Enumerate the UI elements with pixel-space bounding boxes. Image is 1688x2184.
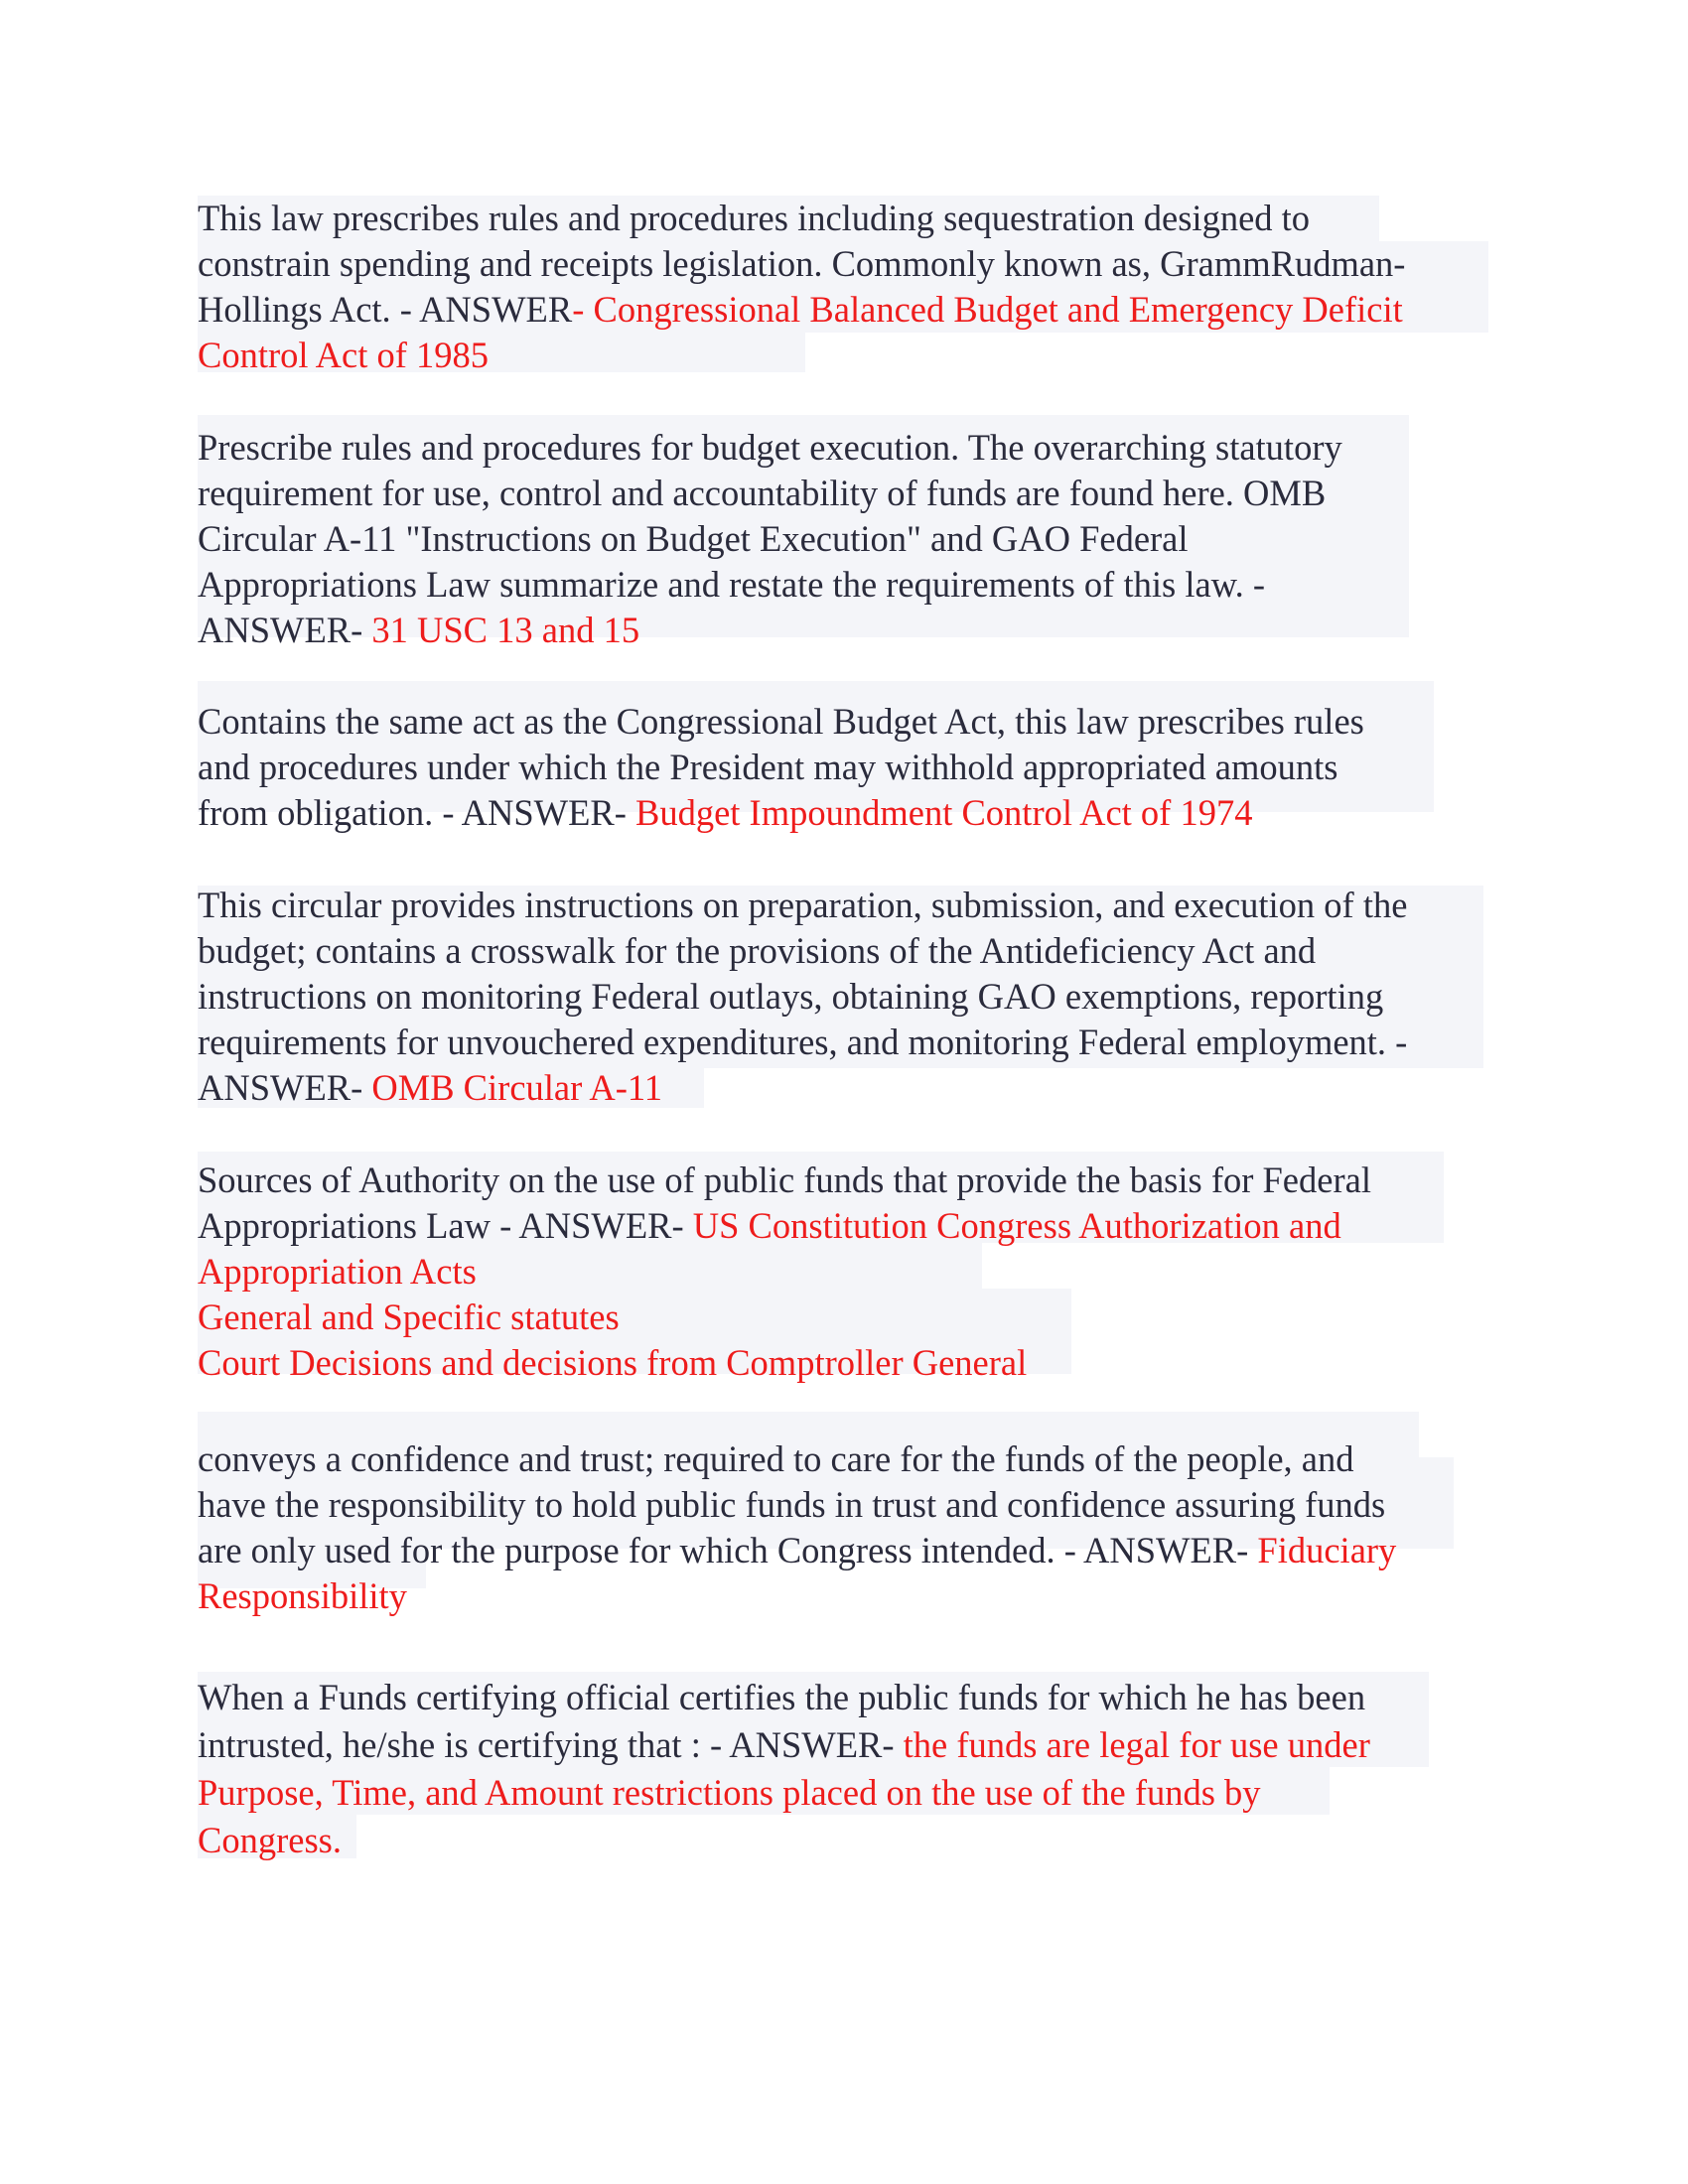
question-line: Sources of Authority on the use of public funds that provide the basis for Federal [198, 1160, 1371, 1200]
answer-line: Control Act of 1985 [198, 335, 489, 375]
question-line: Contains the same act as the Congressional Budget Act, this law prescribes rules [198, 701, 1364, 742]
question-line: When a Funds certifying official certifies the public funds for which he has been [198, 1677, 1366, 1717]
qa-item [198, 1158, 1371, 1386]
question-line: requirement for use, control and accountability of funds are found here. OMB [198, 473, 1327, 513]
question-answer-line [198, 790, 1364, 836]
question-line: have the responsibility to hold public funds in trust and confidence assuring funds [198, 1484, 1386, 1525]
qa-item [198, 883, 1407, 1111]
question-line: This circular provides instructions on preparation, submission, and execution of the [198, 885, 1408, 925]
question-answer-line [198, 1528, 1396, 1573]
answer-text: OMB Circular A-11 [371, 1067, 663, 1108]
answer-text: the funds are legal for use under [903, 1724, 1370, 1765]
question-line: This law prescribes rules and procedures including sequestration designed to [198, 198, 1311, 238]
answer-text: - Congressional Balanced Budget and Emergency Deficit [572, 289, 1403, 330]
answer-text: 31 USC 13 and 15 [371, 610, 640, 650]
question-answer-line [198, 1721, 1370, 1769]
answer-line: General and Specific statutes [198, 1297, 620, 1337]
question-text: Appropriations Law - ANSWER- [198, 1205, 693, 1246]
question-answer-line [198, 608, 1342, 653]
answer-line: Purpose, Time, and Amount restrictions placed on the use of the funds by [198, 1772, 1261, 1813]
answer-line: Appropriation Acts [198, 1251, 477, 1292]
question-line: constrain spending and receipts legislation. Commonly known as, GrammRudman- [198, 243, 1406, 284]
answer-line: Congress. [198, 1820, 342, 1860]
question-line: requirements for unvouchered expenditures, and monitoring Federal employment. - [198, 1022, 1408, 1062]
question-line: budget; contains a crosswalk for the provisions of the Antideficiency Act and [198, 930, 1317, 971]
question-line: Appropriations Law summarize and restate the requirements of this law. - [198, 564, 1266, 605]
question-text: from obligation. - ANSWER- [198, 792, 635, 833]
question-answer-line [198, 1203, 1371, 1249]
answer-line: Court Decisions and decisions from Comptroller General [198, 1342, 1028, 1383]
qa-item [198, 1674, 1370, 1864]
question-answer-line [198, 1065, 1407, 1111]
question-line: conveys a confidence and trust; required to care for the funds of the people, and [198, 1438, 1354, 1479]
qa-item [198, 699, 1364, 836]
question-line: Prescribe rules and procedures for budget execution. The overarching statutory [198, 427, 1342, 468]
question-text: Hollings Act. - ANSWER [198, 289, 573, 330]
answer-text: Fiduciary [1257, 1530, 1397, 1570]
question-answer-line [198, 287, 1405, 333]
question-text: intrusted, he/she is certifying that : - ANSWER- [198, 1724, 904, 1765]
qa-item [198, 425, 1342, 653]
question-text: are only used for the purpose for which Congress intended. - ANSWER- [198, 1530, 1258, 1570]
answer-line: Responsibility [198, 1575, 407, 1616]
question-line: instructions on monitoring Federal outlays, obtaining GAO exemptions, reporting [198, 976, 1384, 1017]
answer-text: US Constitution Congress Authorization and [692, 1205, 1341, 1246]
question-line: and procedures under which the President may withhold appropriated amounts [198, 747, 1338, 787]
qa-item [198, 1436, 1396, 1619]
answer-text: Budget Impoundment Control Act of 1974 [635, 792, 1253, 833]
question-text: ANSWER- [198, 610, 372, 650]
question-line: Circular A-11 "Instructions on Budget Execution" and GAO Federal [198, 518, 1189, 559]
qa-item [198, 196, 1405, 378]
question-text: ANSWER- [198, 1067, 372, 1108]
